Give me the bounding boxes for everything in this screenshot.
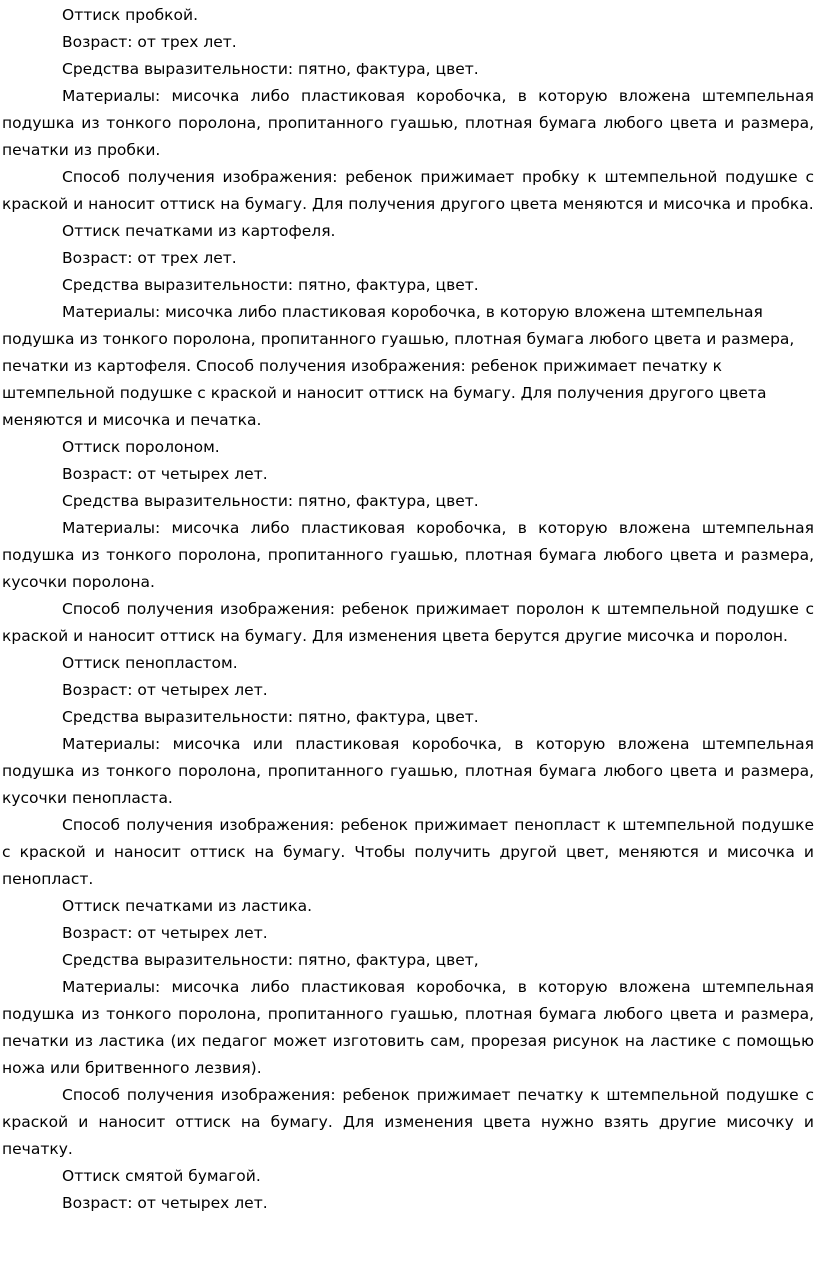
paragraph-method: Способ получения изображения: ребенок прижимает поролон к штемпельной подушке с краской и наносит оттиск на бумагу. Для изменения цвета берутся другие мисочка и поролон.: [2, 600, 814, 645]
paragraph-materials: Материалы: мисочка либо пластиковая коробочка, в которую вложена штемпельная подушка из тонкого поролона, пропитанного гуашью, плотная бумага любого цвета и размера, кусочки поролона.: [2, 519, 814, 591]
paragraph-means: Средства выразительности: пятно, фактура, цвет.: [62, 492, 479, 510]
paragraph-means: Средства выразительности: пятно, фактура, цвет.: [62, 708, 479, 726]
paragraph-age: Возраст: от четырех лет.: [62, 465, 268, 483]
paragraph-means: Средства выразительности: пятно, фактура, цвет,: [62, 951, 479, 969]
paragraph-method: Способ получения изображения: ребенок прижимает печатку к штемпельной подушке с краской и наносит оттиск на бумагу. Для изменения цвета нужно взять другие мисочку и печатку.: [2, 1086, 814, 1158]
paragraph-materials: Материалы: мисочка либо пластиковая коробочка, в которую вложена штемпельная подушка из тонкого поролона, пропитанного гуашью, плотная бумага любого цвета и размера, печатки из ластика (их педагог может изготовить сам, прорезая рисунок на ластике с помощью ножа или бритвенного лезвия).: [2, 978, 814, 1077]
paragraph-technique-title: Оттиск печатками из картофеля.: [62, 222, 336, 240]
paragraph-technique-title: Оттиск поролоном.: [62, 438, 220, 456]
paragraph-technique-title: Оттиск печатками из ластика.: [62, 897, 313, 915]
paragraph-means: Средства выразительности: пятно, фактура, цвет.: [62, 276, 479, 294]
paragraph-technique-title: Оттиск пенопластом.: [62, 654, 238, 672]
paragraph-age: Возраст: от четырех лет.: [62, 924, 268, 942]
paragraph-materials: Материалы: мисочка либо пластиковая коробочка, в которую вложена штемпельная подушка из тонкого поролона, пропитанного гуашью, плотная бумага любого цвета и размера, печатки из пробки.: [2, 87, 814, 159]
paragraph-age: Возраст: от четырех лет.: [62, 681, 268, 699]
paragraph-method: Способ получения изображения: ребенок прижимает пенопласт к штемпельной подушке с краской и наносит оттиск на бумагу. Чтобы получить другой цвет, меняются и мисочка и пенопласт.: [2, 816, 814, 888]
paragraph-materials: Материалы: мисочка или пластиковая коробочка, в которую вложена штемпельная подушка из тонкого поролона, пропитанного гуашью, плотная бумага любого цвета и размера, кусочки пенопласта.: [2, 735, 814, 807]
paragraph-age: Возраст: от трех лет.: [62, 33, 237, 51]
paragraph-technique-title: Оттиск смятой бумагой.: [62, 1167, 261, 1185]
paragraph-means: Средства выразительности: пятно, фактура, цвет.: [62, 60, 479, 78]
paragraph-materials: Материалы: мисочка либо пластиковая коробочка, в которую вложена штемпельная подушка из тонкого поролона, пропитанного гуашью, плотная бумага любого цвета и размера, печатки из картофеля. Способ получения изображения: ребенок прижимает печатку к штемпельной подушке с краской и наносит оттиск на бумагу. Для получения другого цвета меняются и мисочка и печатка.: [2, 303, 795, 429]
paragraph-age: Возраст: от трех лет.: [62, 249, 237, 267]
paragraph-method: Способ получения изображения: ребенок прижимает пробку к штемпельной подушке с краской и наносит оттиск на бумагу. Для получения другого цвета меняются и мисочка и пробка.: [2, 168, 814, 213]
paragraph-technique-title: Оттиск пробкой.: [62, 6, 199, 24]
paragraph-age: Возраст: от четырех лет.: [62, 1194, 268, 1212]
